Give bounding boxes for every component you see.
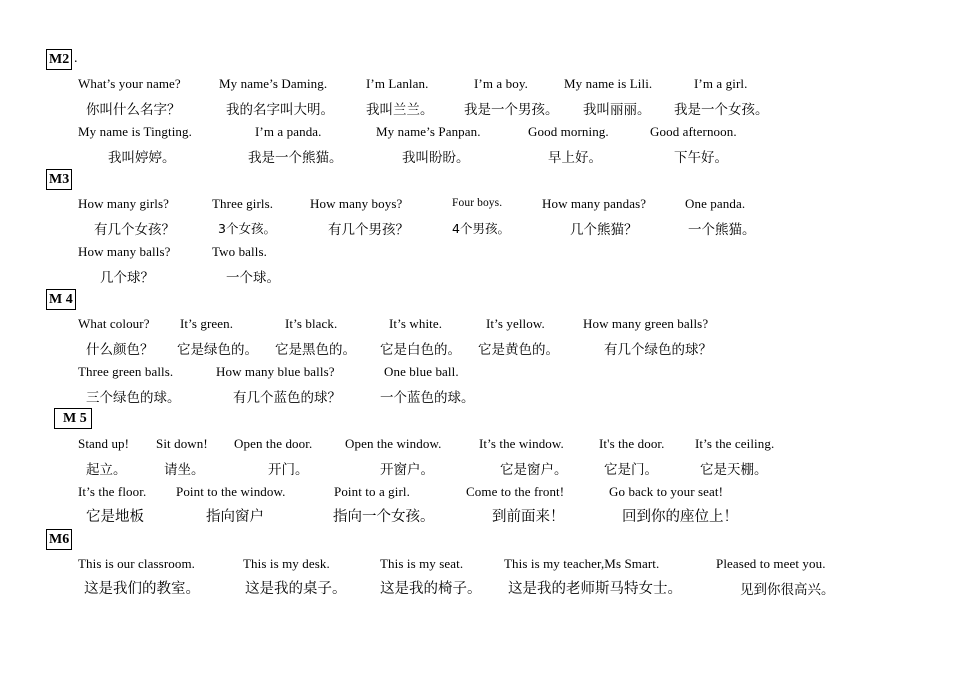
phrase-zh: 开窗户。 — [380, 462, 434, 478]
phrase-zh: 我叫丽丽。 — [583, 102, 651, 118]
phrase-zh: 它是窗户。 — [500, 462, 568, 478]
phrase-en: This is my desk. — [243, 556, 330, 571]
phrase-en: One blue ball. — [384, 364, 459, 379]
phrase-zh: 它是黑色的。 — [275, 342, 356, 358]
phrase-zh: 一个蓝色的球。 — [380, 390, 475, 406]
phrase-zh: 4个男孩。 — [452, 221, 510, 236]
phrase-zh: 它是地板 — [86, 509, 144, 525]
phrase-en: How many green balls? — [583, 316, 709, 331]
phrase-zh: 见到你很高兴。 — [740, 582, 835, 598]
phrase-en: This is our classroom. — [78, 556, 196, 571]
phrase-en: Pleased to meet you. — [716, 556, 826, 571]
phrase-zh: 指向一个女孩。 — [333, 509, 435, 525]
phrase-zh: 3个女孩。 — [218, 221, 276, 236]
phrase-zh: 早上好。 — [548, 150, 602, 166]
phrase-en: What’s your name? — [78, 76, 181, 91]
phrase-zh: 请坐。 — [164, 462, 205, 478]
module-label-m3: M3 — [46, 169, 72, 190]
phrase-zh: 我叫婷婷。 — [108, 150, 176, 166]
phrase-en: How many balls? — [78, 244, 171, 259]
phrase-en: Three girls. — [212, 196, 274, 211]
phrase-zh: 我叫盼盼。 — [402, 150, 470, 166]
phrase-en: Go back to your seat! — [609, 484, 724, 499]
phrase-en: My name’s Daming. — [219, 76, 328, 91]
phrase-en: It’s the ceiling. — [695, 436, 775, 451]
phrase-zh: 到前面来！ — [492, 509, 565, 525]
phrase-en: Open the door. — [234, 436, 313, 451]
phrase-en: Good morning. — [528, 124, 609, 139]
module-label-m4: M 4 — [46, 289, 76, 310]
phrase-en: Point to a girl. — [334, 484, 410, 499]
phrase-en: Sit down! — [156, 436, 208, 451]
phrase-zh: 这是我的老师斯马特女士。 — [508, 581, 682, 597]
phrase-en: It's the door. — [599, 436, 665, 451]
phrase-en: It’s the floor. — [78, 484, 147, 499]
phrase-zh: 有几个女孩？ — [94, 222, 175, 238]
phrase-zh: 起立。 — [86, 462, 127, 478]
phrase-en: Come to the front! — [466, 484, 565, 499]
phrase-en: My name is Lili. — [564, 76, 653, 91]
phrase-zh: 有几个绿色的球？ — [604, 342, 712, 358]
module-label-m2: M2 — [46, 49, 72, 70]
phrase-en: I’m a girl. — [694, 76, 748, 91]
module-label-m5: M 5 — [54, 408, 92, 429]
phrase-zh: 这是我的椅子。 — [380, 581, 482, 597]
phrase-en: I’m Lanlan. — [366, 76, 429, 91]
phrase-zh: 它是天棚。 — [700, 462, 768, 478]
phrase-en: What colour? — [78, 316, 150, 331]
phrase-en: This is my seat. — [380, 556, 464, 571]
phrase-en: Stand up! — [78, 436, 130, 451]
phrase-zh: 它是白色的。 — [380, 342, 461, 358]
phrase-zh: 下午好。 — [674, 150, 728, 166]
phrase-en: How many girls? — [78, 196, 170, 211]
phrase-zh: 我的名字叫大明。 — [226, 102, 334, 118]
phrase-zh: 三个绿色的球。 — [86, 390, 181, 406]
phrase-en: My name’s Panpan. — [376, 124, 481, 139]
phrase-en: It’s green. — [180, 316, 234, 331]
phrase-zh: 我是一个女孩。 — [674, 102, 769, 118]
phrase-en: I’m a boy. — [474, 76, 528, 91]
phrase-en: Point to the window. — [176, 484, 286, 499]
phrase-zh: 我是一个男孩。 — [464, 102, 559, 118]
phrase-zh: 一个熊猫。 — [688, 222, 756, 238]
phrase-zh: 什么颜色？ — [86, 342, 154, 358]
phrase-zh: 回到你的座位上！ — [622, 509, 738, 525]
phrase-en: It’s white. — [389, 316, 443, 331]
phrase-zh: 开门。 — [268, 462, 309, 478]
phrase-zh: 你叫什么名字？ — [86, 102, 181, 118]
phrase-en: How many boys? — [310, 196, 403, 211]
phrase-en: My name is Tingting. — [78, 124, 192, 139]
phrase-zh: 有几个蓝色的球？ — [233, 390, 341, 406]
phrase-en: Four boys. — [452, 197, 503, 209]
phrase-en: This is my teacher,Ms Smart. — [504, 556, 660, 571]
phrase-en: One panda. — [685, 196, 746, 211]
phrase-zh: 它是门。 — [604, 462, 658, 478]
phrase-en: How many blue balls? — [216, 364, 335, 379]
phrase-zh: 几个球？ — [100, 270, 154, 286]
phrase-en: Good afternoon. — [650, 124, 737, 139]
phrase-zh: 它是黄色的。 — [478, 342, 559, 358]
phrase-en: Three green balls. — [78, 364, 174, 379]
phrase-en: It’s yellow. — [486, 316, 545, 331]
phrase-en: How many pandas? — [542, 196, 647, 211]
phrase-zh: 这是我的桌子。 — [245, 581, 347, 597]
phrase-en: It’s black. — [285, 316, 338, 331]
phrase-zh: 这是我们的教室。 — [84, 581, 200, 597]
phrase-zh: 我叫兰兰。 — [366, 102, 434, 118]
module-label-m6: M6 — [46, 529, 72, 550]
phrase-en: Open the window. — [345, 436, 442, 451]
phrase-zh: 有几个男孩？ — [328, 222, 409, 238]
phrase-zh: 几个熊猫？ — [570, 222, 638, 238]
phrase-en: I’m a panda. — [255, 124, 322, 139]
phrase-en: Two balls. — [212, 244, 267, 259]
phrase-zh: 它是绿色的。 — [177, 342, 258, 358]
phrase-en: It’s the window. — [479, 436, 564, 451]
phrase-zh: 我是一个熊猫。 — [248, 150, 343, 166]
phrase-zh: 指向窗户 — [206, 509, 264, 525]
module-label-dot: . — [74, 51, 78, 66]
phrase-zh: 一个球。 — [226, 270, 280, 286]
